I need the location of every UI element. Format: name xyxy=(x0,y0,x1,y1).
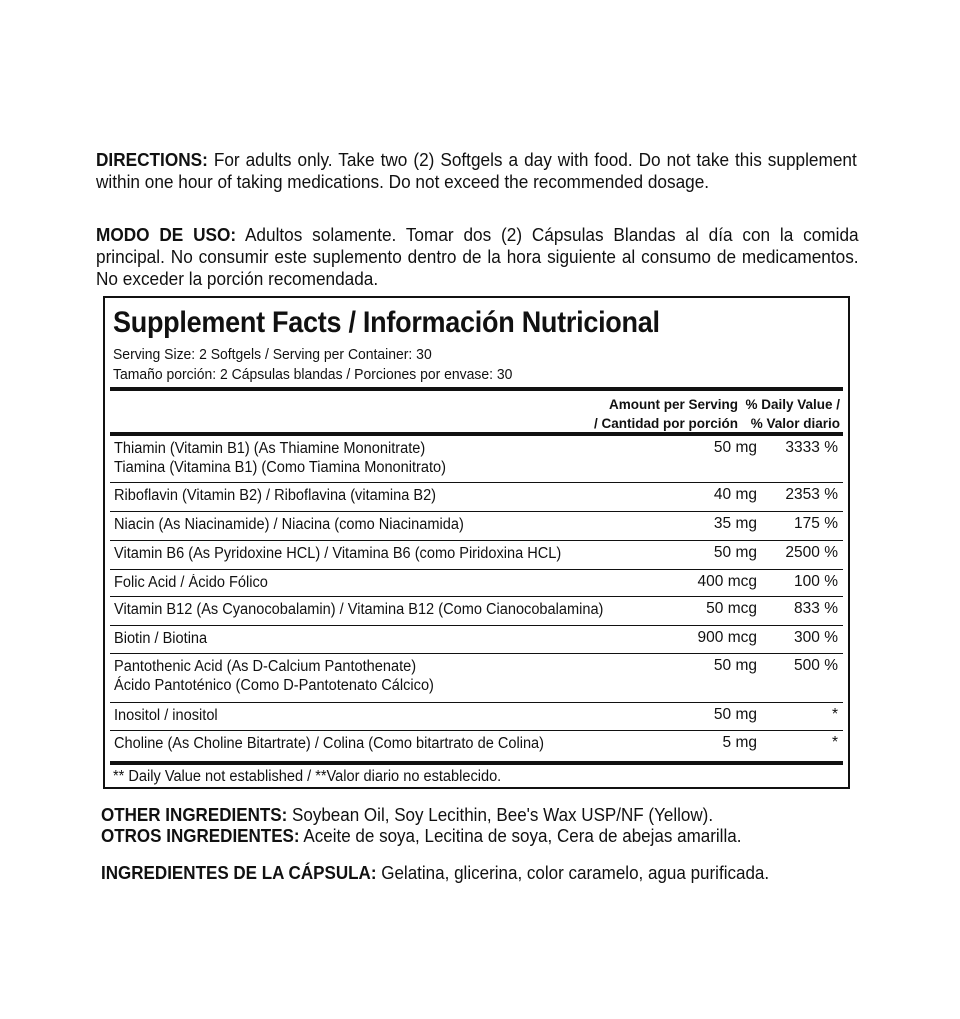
nutrient-amount: 50 mcg xyxy=(706,600,757,617)
nutrient-name: Vitamin B6 (As Pyridoxine HCL) / Vitamina B6 (como Piridoxina HCL) xyxy=(114,545,562,562)
nutrient-row xyxy=(110,597,843,626)
capsule-ingredients xyxy=(101,862,769,883)
serving-size-en: Serving Size: 2 Softgels / Serving per Container: 30 xyxy=(113,346,432,363)
nutrient-name-line-1: Thiamin (Vitamin B1) (As Thiamine Mononitrate) xyxy=(114,440,426,457)
nutrient-daily-value: 2353 % xyxy=(785,486,838,503)
directions-text: For adults only. Take two (2) Softgels a day with food. Do not take this supplement within one hour of taking medications. Do not exceed the recommended dosage. xyxy=(96,149,857,192)
nutrient-row xyxy=(110,654,843,703)
otros-ingredientes-text: Aceite de soya, Lecitina de soya, Cera de abejas amarilla. xyxy=(299,825,742,846)
header-amount-per-serving xyxy=(594,395,738,433)
header-dv-line-1: % Daily Value / xyxy=(745,397,840,412)
modo-de-uso-label: MODO DE USO: xyxy=(96,224,237,245)
nutrient-name: Folic Acid / Ácido Fólico xyxy=(114,574,268,591)
nutrient-name-line-2: Tiamina (Vitamina B1) (Como Tiamina Mononitrato) xyxy=(114,459,446,476)
nutrient-amount: 5 mg xyxy=(722,734,757,751)
otros-ingredientes xyxy=(101,825,741,846)
nutrient-daily-value: 3333 % xyxy=(785,439,838,456)
nutrient-daily-value: * xyxy=(831,734,838,751)
thick-divider xyxy=(110,761,843,765)
footnote: ** Daily Value not established / **Valor diario no establecido. xyxy=(113,768,502,785)
header-dv-line-2: % Valor diario xyxy=(750,416,840,431)
nutrient-daily-value: 300 % xyxy=(794,629,838,646)
nutrient-amount: 900 mcg xyxy=(697,629,757,646)
nutrient-name: Vitamin B12 (As Cyanocobalamin) / Vitamina B12 (Como Cianocobalamina) xyxy=(114,601,604,618)
supplement-facts-panel xyxy=(103,296,850,789)
other-ingredients xyxy=(101,804,713,825)
nutrient-amount: 35 mg xyxy=(713,515,757,532)
nutrient-name xyxy=(114,439,446,477)
nutrient-name: Niacin (As Niacinamide) / Niacina (como Niacinamida) xyxy=(114,516,464,533)
nutrient-amount: 400 mcg xyxy=(697,573,757,590)
capsule-ingredients-label: INGREDIENTES DE LA CÁPSULA: xyxy=(101,862,377,883)
nutrient-row xyxy=(110,703,843,731)
nutrient-name-line-2: Ácido Pantoténico (Como D-Pantotenato Cálcico) xyxy=(114,677,434,694)
nutrient-daily-value: 100 % xyxy=(794,573,838,590)
nutrient-amount: 40 mg xyxy=(713,486,757,503)
nutrient-daily-value: * xyxy=(831,706,838,723)
header-amount-line-2: / Cantidad por porción xyxy=(594,416,738,431)
nutrient-row xyxy=(110,512,843,541)
nutrient-name: Biotin / Biotina xyxy=(114,630,208,647)
nutrient-amount: 50 mg xyxy=(713,544,757,561)
nutrient-amount: 50 mg xyxy=(713,706,757,723)
nutrient-daily-value: 2500 % xyxy=(785,544,838,561)
nutrient-row xyxy=(110,731,843,761)
nutrient-row xyxy=(110,626,843,654)
nutrient-row xyxy=(110,436,843,483)
nutrient-name-line-1: Pantothenic Acid (As D-Calcium Pantothenate) xyxy=(114,658,417,675)
nutrient-name: Riboflavin (Vitamin B2) / Riboflavina (vitamina B2) xyxy=(114,487,437,504)
thick-divider xyxy=(110,387,843,391)
capsule-ingredients-text: Gelatina, glicerina, color caramelo, agua purificada. xyxy=(376,862,770,883)
nutrient-name: Choline (As Choline Bitartrate) / Colina (Como bitartrato de Colina) xyxy=(114,735,545,752)
nutrient-amount: 50 mg xyxy=(713,439,757,456)
nutrient-daily-value: 175 % xyxy=(794,515,838,532)
otros-ingredientes-label: OTROS INGREDIENTES: xyxy=(101,825,300,846)
facts-title: Supplement Facts / Información Nutricional xyxy=(113,306,660,339)
serving-size-es: Tamaño porción: 2 Cápsulas blandas / Porciones por envase: 30 xyxy=(113,366,513,383)
header-daily-value xyxy=(745,395,840,433)
nutrient-daily-value: 500 % xyxy=(794,657,838,674)
nutrient-row xyxy=(110,541,843,570)
modo-de-uso-text: Adultos solamente. Tomar dos (2) Cápsulas Blandas al día con la comida principal. No consumir este suplemento dentro de la hora siguiente al consumo de medicamentos. No exceder la porción recomendada. xyxy=(96,224,859,289)
nutrient-amount: 50 mg xyxy=(713,657,757,674)
nutrient-name xyxy=(114,657,434,695)
directions-label: DIRECTIONS: xyxy=(96,149,208,170)
header-amount-line-1: Amount per Serving xyxy=(608,397,738,412)
nutrient-name: Inositol / inositol xyxy=(114,707,218,724)
directions-paragraph xyxy=(96,149,857,193)
nutrient-row xyxy=(110,570,843,597)
nutrient-daily-value: 833 % xyxy=(794,600,838,617)
nutrient-row xyxy=(110,483,843,512)
other-ingredients-label: OTHER INGREDIENTS: xyxy=(101,804,288,825)
modo-de-uso-paragraph xyxy=(96,224,859,290)
other-ingredients-text: Soybean Oil, Soy Lecithin, Bee's Wax USP/NF (Yellow). xyxy=(287,804,714,825)
